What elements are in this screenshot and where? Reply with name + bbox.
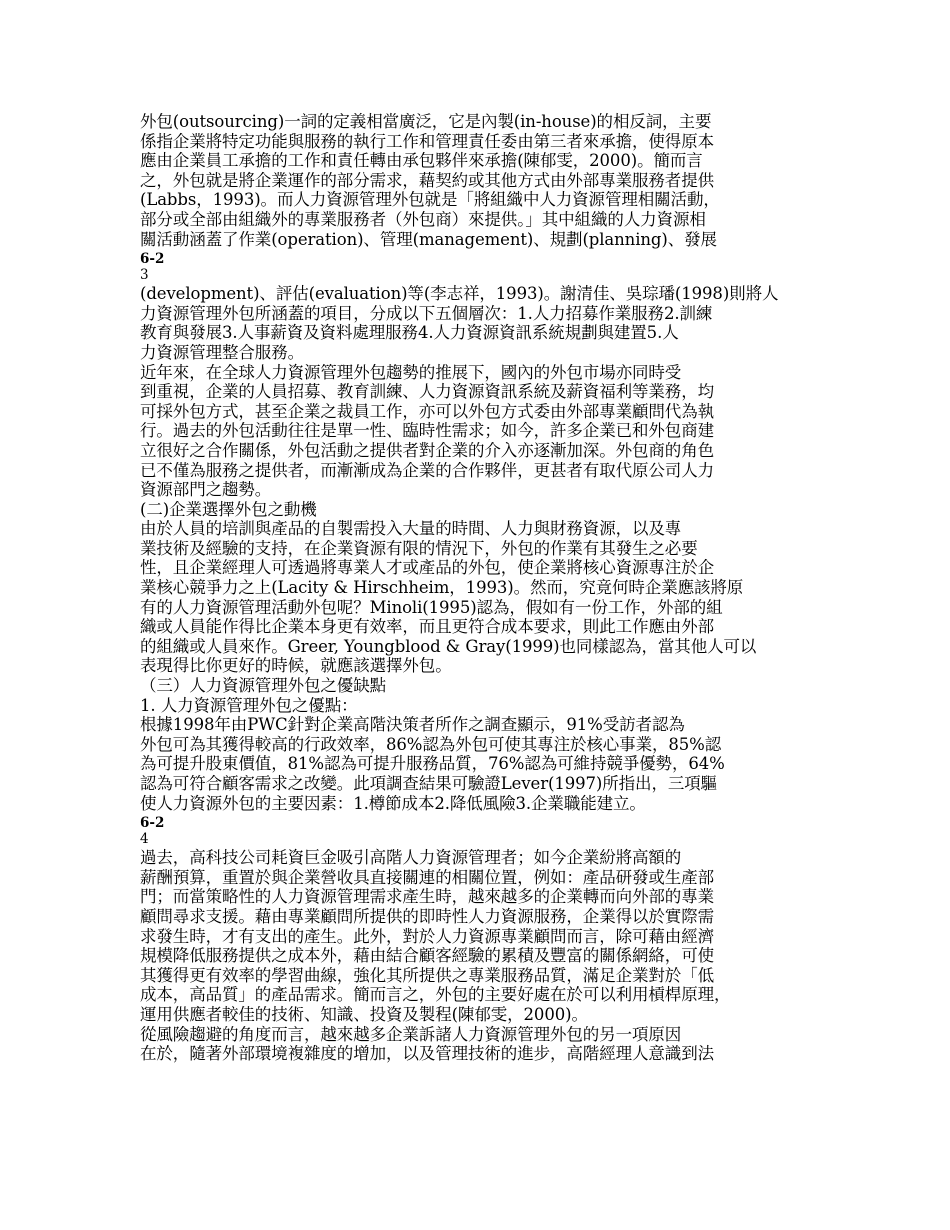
text-line: 織或人員能作得比企業本身更有效率，而且更符合成本要求，則此工作應由外部: [140, 617, 715, 637]
text-line: 運用供應者較佳的技術、知識、投資及製程(陳郁雯，2000)。: [140, 1004, 588, 1024]
text-line: 的組織或人員來作。Greer, Youngblood & Gray(1999)也同樣認為，當其他人可以: [140, 636, 757, 656]
text-line: 其獲得更有效率的學習曲線，強化其所提供之專業服務品質，滿足企業對於「低: [140, 965, 715, 985]
page-marker: 6-2: [140, 251, 165, 268]
text-line: 之，外包就是將企業運作的部分需求，藉契約或其他方式由外部專業服務者提供: [140, 170, 715, 190]
text-line: 可採外包方式，甚至企業之裁員工作，亦可以外包方式委由外部專業顧問代為執: [140, 401, 715, 421]
text-line: 力資源管理外包所涵蓋的項目，分成以下五個層次：1.人力招募作業服務2.訓練: [140, 303, 713, 323]
page-marker: 6-2: [140, 815, 165, 832]
text-line: 有的人力資源管理活動外包呢？Minoli(1995)認為，假如有一份工作，外部的組: [140, 597, 723, 617]
text-line: 行。過去的外包活動往往是單一性、臨時性需求；如今，許多企業已和外包商建: [140, 421, 715, 441]
text-line: 在於，隨著外部環境複雜度的增加，以及管理技術的進步，高階經理人意識到法: [140, 1044, 715, 1064]
text-line: 由於人員的培訓與產品的自製需投入大量的時間、人力與財務資源，以及專: [140, 519, 682, 539]
text-line: 規模降低服務提供之成本外，藉由結合顧客經驗的累積及豐富的關係網絡，可使: [140, 946, 715, 966]
text-line: 業核心競爭力之上(Lacity & Hirschheim，1993)。然而，究竟何時企業應該將原: [140, 578, 744, 598]
text-line: 應由企業員工承擔的工作和責任轉由承包夥伴來承擔(陳郁雯，2000)。簡而言: [140, 151, 703, 171]
text-line: 認為可符合顧客需求之改變。此項調查結果可驗證Lever(1997)所指出，三項驅: [140, 774, 718, 793]
text-line: 教育與發展3.人事薪資及資料處理服務4.人力資源資訊系統規劃與建置5.人: [140, 323, 679, 343]
text-line: 部分或全部由組織外的專業服務者（外包商）來提供。」其中組織的人力資源相: [140, 209, 706, 229]
page-number: 3: [140, 267, 149, 284]
document-page: [140, 112, 800, 1064]
text-line: 資源部門之趨勢。: [140, 480, 272, 500]
text-line: 從風險趨避的角度而言，越來越多企業訴諸人力資源管理外包的另一項原因: [140, 1024, 682, 1044]
text-line: 成本，高品質」的產品需求。簡而言之，外包的主要好處在於可以利用槓桿原理，: [140, 985, 731, 1005]
text-line: 關活動涵蓋了作業(operation)、管理(management)、規劃(planning)、發展: [140, 229, 717, 249]
text-line: 根據1998年由PWC針對企業高階決策者所作之調查顯示，91%受訪者認為: [140, 715, 685, 735]
text-line: 薪酬預算，重置於與企業營收具直接關連的相關位置，例如：產品研發或生產部: [140, 867, 715, 887]
text-line: 過去，高科技公司耗資巨金吸引高階人力資源管理者；如今企業紛將高額的: [140, 848, 682, 868]
text-line: (Labbs，1993)。而人力資源管理外包就是「將組織中人力資源管理相關活動，: [140, 190, 720, 210]
text-line: 1. 人力資源管理外包之優點：: [140, 695, 358, 715]
text-line: 求發生時，才有支出的產生。此外，對於人力資源專業顧問而言，除可藉由經濟: [140, 926, 715, 946]
text-line: 到重視，企業的人員招募、教育訓練、人力資源資訊系統及薪資福利等業務，均: [140, 382, 715, 402]
text-line: 外包可為其獲得較高的行政效率，86%認為外包可使其專注於核心事業，85%認: [140, 734, 722, 754]
text-line: 性，且企業經理人可透過將專業人才或產品的外包，使企業將核心資源專注於企: [140, 558, 715, 578]
text-line: 近年來，在全球人力資源管理外包趨勢的推展下，國內的外包市場亦同時受: [140, 362, 682, 382]
text-line: 外包(outsourcing)一詞的定義相當廣泛，它是內製(in-house)的相反詞，主要: [140, 112, 712, 131]
text-line: (二)企業選擇外包之動機: [140, 499, 317, 519]
text-line: 使人力資源外包的主要因素：1.樽節成本2.降低風險3.企業職能建立。: [140, 793, 646, 813]
text-line: （三）人力資源管理外包之優缺點: [140, 676, 387, 696]
text-line: 表現得比你更好的時候，就應該選擇外包。: [140, 656, 452, 676]
text-line: 力資源管理整合服務。: [140, 342, 305, 362]
text-line: 業技術及經驗的支持，在企業資源有限的情況下，外包的作業有其發生之必要: [140, 538, 698, 558]
text-line: 顧問尋求支援。藉由專業顧問所提供的即時性人力資源服務，企業得以於實際需: [140, 906, 715, 926]
text-line: 係指企業將特定功能與服務的執行工作和管理責任委由第三者來承擔，使得原本: [140, 131, 715, 151]
text-line: (development)、評估(evaluation)等(李志祥，1993)。謝清佳、吳琮璠(1998)則將人: [140, 284, 779, 304]
page-number: 4: [140, 831, 149, 848]
text-line: 為可提升股東價值，81%認為可提升服務品質，76%認為可維持競爭優勢，64%: [140, 754, 725, 774]
text-line: 門；而當策略性的人力資源管理需求產生時，越來越多的企業轉而向外部的專業: [140, 887, 715, 907]
text-line: 已不僅為服務之提供者，而漸漸成為企業的合作夥伴，更甚者有取代原公司人力: [140, 460, 715, 480]
text-line: 立很好之合作關係，外包活動之提供者對企業的介入亦逐漸加深。外包商的角色: [140, 440, 715, 460]
